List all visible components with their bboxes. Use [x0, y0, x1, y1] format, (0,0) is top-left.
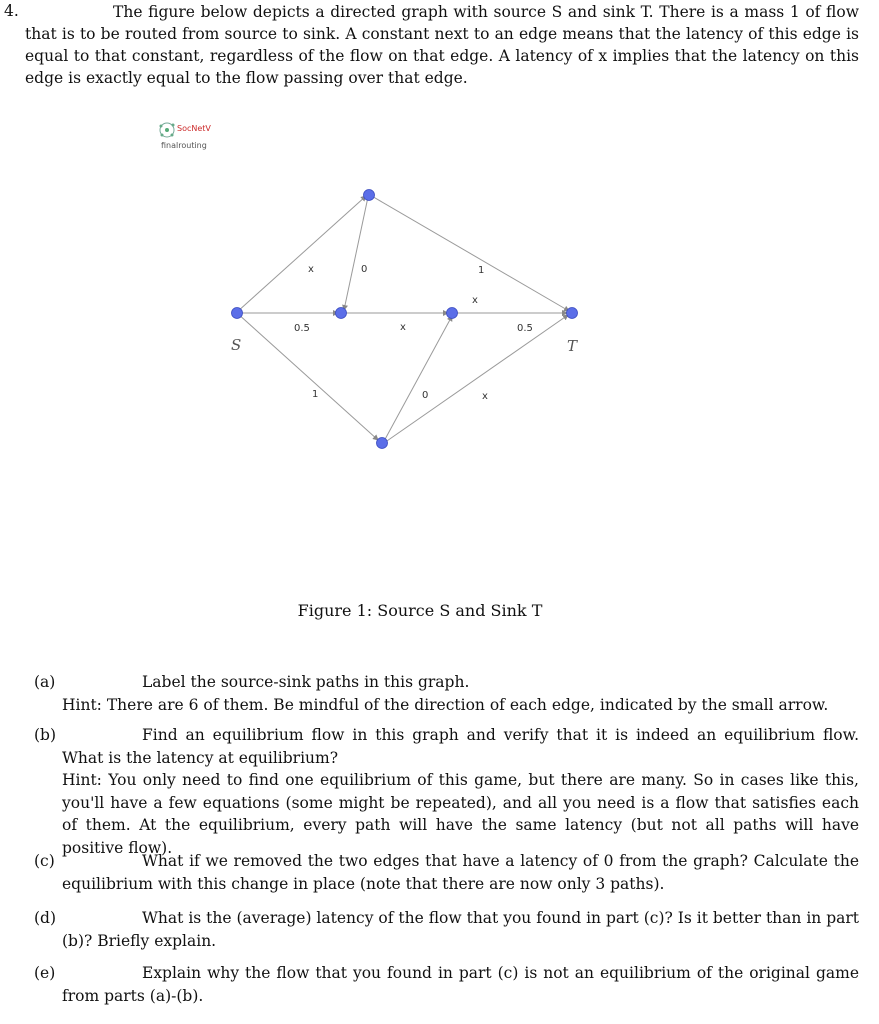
- problem-number: 4.: [4, 2, 19, 20]
- problem-intro: The figure below depicts a directed graph with source S and sink T. There is a mass 1 of flow that is to be routed from source to sink. A constant next to an edge means that the latency of this edge is equal to that constant, regardless of the flow on that edge. A latency of x implies that the latency on this edge is exactly equal to the flow passing over that edge.: [25, 3, 859, 87]
- logo-brand: SocNetV: [177, 124, 211, 133]
- edge-label-bottom-t: x: [482, 391, 488, 402]
- node-sink: [567, 308, 578, 319]
- edge-top-mid: [344, 197, 368, 310]
- question-e: (e) Explain why the flow that you found in part (c) is not an equilibrium of the original game from parts (a)-(b).: [34, 964, 859, 1005]
- node-mid: [336, 308, 347, 319]
- node-right: [447, 308, 458, 319]
- edge-label-right-t-const: 0.5: [517, 323, 533, 334]
- edge-label-top-t: 1: [478, 265, 485, 276]
- question-a: (a) Label the source-sink paths in this graph. Hint: There are 6 of them. Be mindful of the direction of each edge, indicated by the small arrow.: [34, 673, 829, 714]
- edge-label-right-t-var: x: [472, 295, 478, 306]
- node-source: [232, 308, 243, 319]
- question-d: (d) What is the (average) latency of the flow that you found in part (c)? Is it better than in part (b)? Briefly explain.: [34, 909, 859, 950]
- edge-s-top: [237, 196, 366, 312]
- edge-top-t: [370, 195, 569, 311]
- edge-label-s-mid: 0.5: [294, 323, 310, 334]
- edge-label-mid-right: x: [400, 322, 406, 333]
- edge-label-s-top: x: [308, 264, 314, 275]
- edge-label-top-mid: 0: [361, 264, 368, 275]
- node-label-source: S: [231, 336, 242, 354]
- question-b: (b) Find an equilibrium flow in this graph and verify that it is indeed an equilibrium flow. What is the latency at equilibrium? Hint: You only need to find one equilibrium of this game, but there are many. So in cases like this, you'll have a few equations (some might be repeated), and all you need is a flow that satisfies each of them. At the equilibrium, every path will have the same latency (but not all paths will have positive flow).: [34, 726, 859, 857]
- logo-subtitle: finalrouting: [161, 141, 207, 150]
- edge-label-bottom-right: 0: [422, 390, 429, 401]
- edge-bottom-t: [384, 315, 568, 443]
- node-bottom: [377, 438, 388, 449]
- node-label-sink: T: [567, 337, 578, 355]
- edge-label-s-bottom: 1: [312, 389, 319, 400]
- figure-caption: Figure 1: Source S and Sink T: [297, 601, 543, 620]
- question-c: (c) What if we removed the two edges that have a latency of 0 from the graph? Calculate the equilibrium with this change in place (note that there are now only 3 paths).: [34, 852, 859, 893]
- node-top: [364, 190, 375, 201]
- edge-bottom-right: [383, 316, 452, 443]
